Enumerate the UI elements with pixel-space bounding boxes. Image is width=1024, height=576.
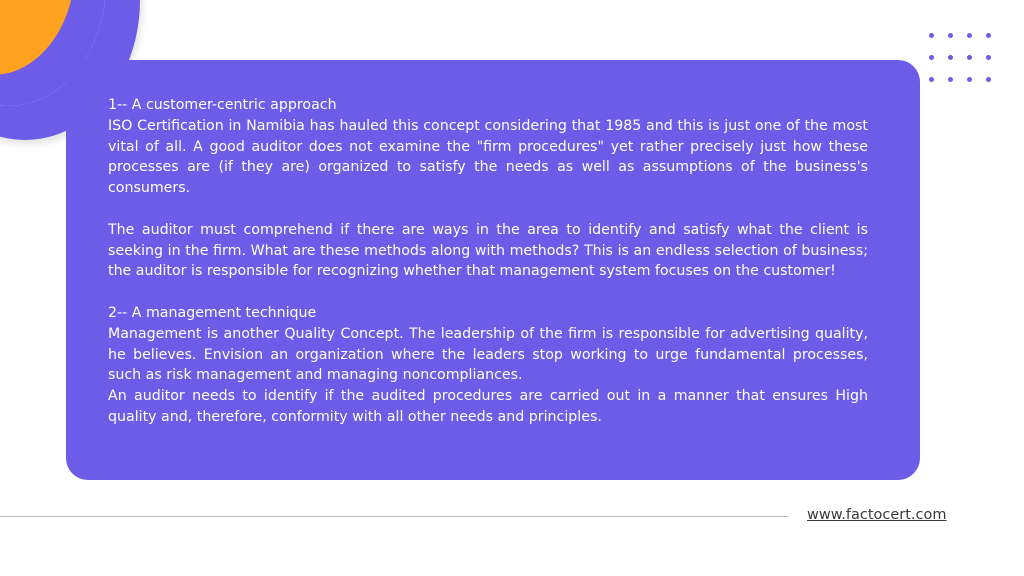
paragraph-spacer: [108, 199, 868, 220]
dot-icon: [967, 77, 972, 82]
footer-divider: [0, 516, 789, 517]
section1-paragraph-1: ISO Certification in Namibia has hauled this concept considering that 1985 and this is just one of the most vital of all. A good auditor does not examine the "firm procedures" yet rather precisely just how these processes are (if they are) organized to satisfy the needs as well as assumptions of the business's consumers.: [108, 117, 868, 197]
dot-icon: [986, 55, 991, 60]
section2-paragraph-2: An auditor needs to identify if the audited procedures are carried out in a manner that ensures High quality and, therefore, conformity with all other needs and principles.: [108, 388, 868, 425]
dot-icon: [948, 77, 953, 82]
dot-icon: [929, 33, 934, 38]
dot-icon: [986, 33, 991, 38]
dot-icon: [967, 33, 972, 38]
paragraph-spacer: [108, 282, 868, 303]
section1-paragraph-2: The auditor must comprehend if there are ways in the area to identify and satisfy what the client is seeking in the firm. What are these methods along with methods? This is an endless selection of business; the auditor is responsible for recognizing whether that management system focuses on the customer!: [108, 221, 868, 280]
dot-icon: [986, 77, 991, 82]
section2-heading: 2-- A management technique: [108, 304, 317, 321]
section2-paragraph-1: Management is another Quality Concept. The leadership of the firm is responsible for advertising quality, he believes. Envision an organization where the leaders stop working to urge fundamental processes, such as risk management and managing noncompliances.: [108, 325, 868, 384]
dot-icon: [929, 55, 934, 60]
dot-icon: [929, 77, 934, 82]
dot-icon: [948, 55, 953, 60]
dot-icon: [948, 33, 953, 38]
decorative-dot-grid: [929, 33, 993, 83]
section1-heading: 1-- A customer-centric approach: [108, 97, 337, 113]
website-link[interactable]: www.factocert.com: [807, 507, 947, 523]
content-card: [66, 60, 920, 480]
dot-icon: [967, 55, 972, 60]
